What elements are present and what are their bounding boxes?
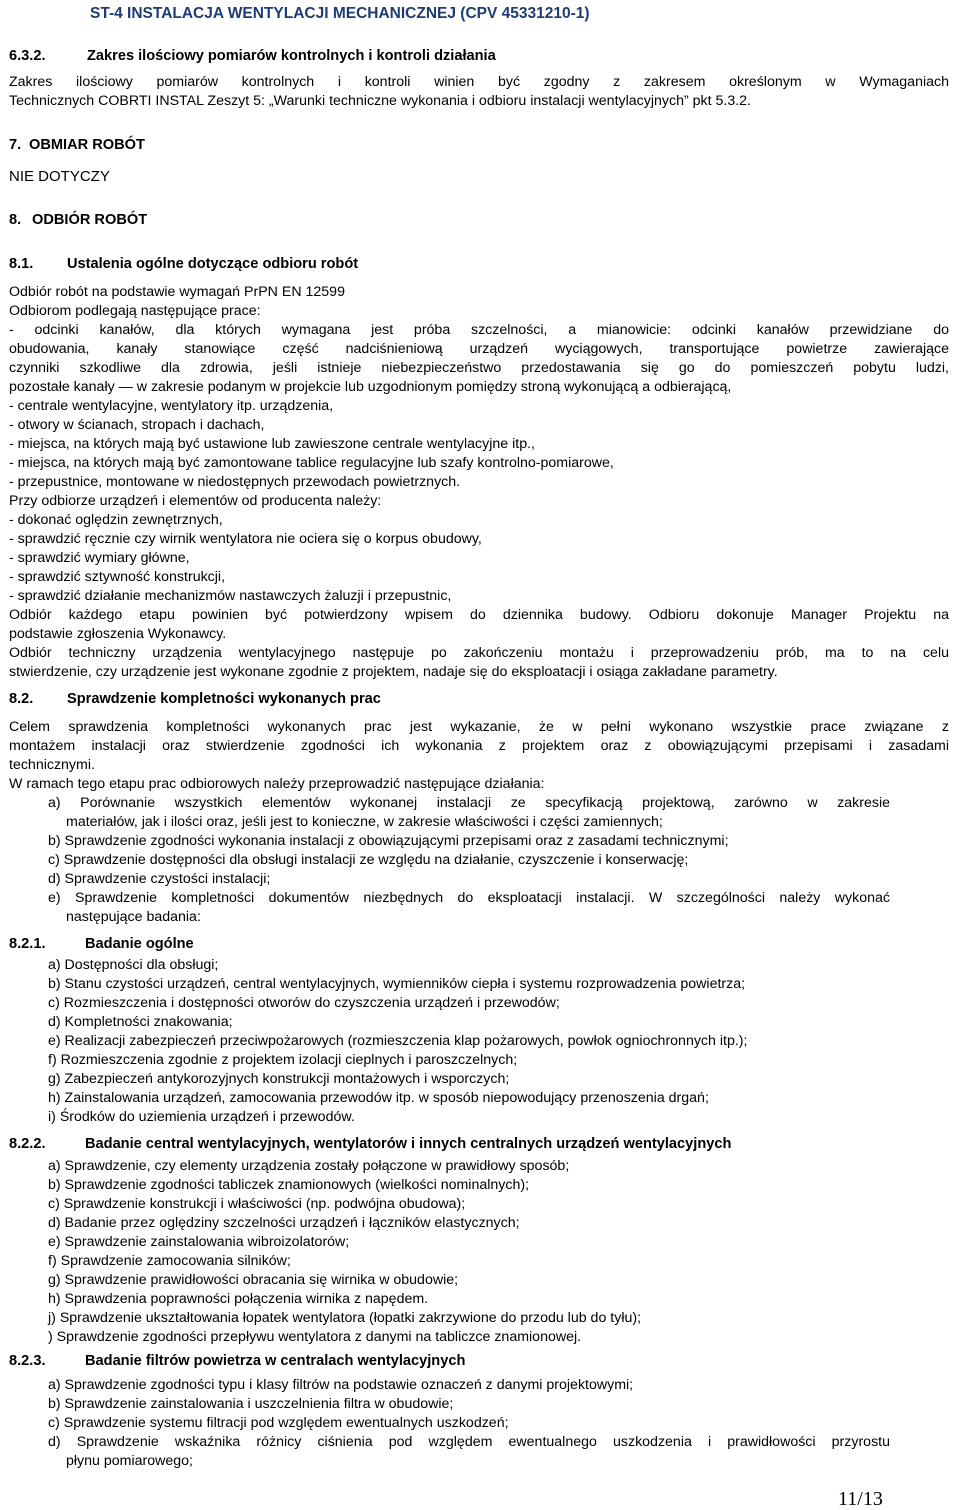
page-number: 11/13	[838, 1488, 883, 1510]
section-number: 6.3.2.	[9, 48, 46, 64]
list-item: - otwory w ścianach, stropach i dachach,	[9, 417, 265, 433]
list-item: - miejsca, na których mają być ustawione lub zawieszone centrale wentylacyjne itp.,	[9, 436, 535, 452]
list-item: c) Rozmieszczenia i dostępności otworów do czyszczenia urządzeń i przewodów;	[48, 995, 560, 1011]
list-item-continuation: następujące badania:	[66, 909, 201, 925]
list-item: j) Sprawdzenie ukształtowania łopatek wentylatora (łopatki zakrzywione do przodu lub do tyłu);	[48, 1310, 642, 1326]
section-number: 7.	[9, 137, 22, 153]
list-item: g) Zabezpieczeń antykorozyjnych konstrukcji montażowych i wsporczych;	[48, 1071, 510, 1087]
list-item: d) Sprawdzenie czystości instalacji;	[48, 871, 271, 887]
list-item: e) Realizacji zabezpieczeń przeciwpożarowych (rozmieszczenia klap pożarowych, powłok ogniochronnych itp.);	[48, 1033, 748, 1049]
list-item: h) Sprawdzenia poprawności połączenia wirnika z napędem.	[48, 1291, 429, 1307]
section-number: 8.1.	[9, 256, 34, 272]
section-title: Zakres ilościowy pomiarów kontrolnych i kontroli działania	[87, 48, 496, 64]
section-heading-8-2	[9, 690, 381, 709]
list-item: e) Sprawdzenie zainstalowania wibroizolatorów;	[48, 1234, 350, 1250]
paragraph-line: Odbiór każdego etapu powinien być potwierdzony wpisem do dziennika budowy. Odbioru dokonuje Manager Projektu na	[9, 607, 949, 623]
list-item: e) Sprawdzenie kompletności dokumentów niezbędnych do eksploatacji instalacji. W szczególności należy wykonać	[48, 890, 890, 906]
list-item: g) Sprawdzenie prawidłowości obracania się wirnika w obudowie;	[48, 1272, 459, 1288]
section-number: 8.	[9, 212, 22, 228]
list-item: c) Sprawdzenie dostępności dla obsługi instalacji ze względu na działanie, czyszczenie i konserwację;	[48, 852, 689, 868]
section-heading-8-2-1	[9, 935, 194, 954]
paragraph-line: montażem instalacji oraz stwierdzenie zgodności ich wykonania z projektem oraz z obowiązującymi przepisami i zasadami	[9, 738, 949, 754]
list-item-continuation: materiałów, jak i ilości oraz, jeśli jest to konieczne, w zakresie właściwości i części zamiennych;	[66, 814, 663, 830]
section-heading-8-2-2	[9, 1135, 731, 1154]
list-item: - sprawdzić sztywność konstrukcji,	[9, 569, 226, 585]
list-item: - dokonać oględzin zewnętrznych,	[9, 512, 223, 528]
paragraph-line: Zakres ilościowy pomiarów kontrolnych i kontroli winien być zgodny z zakresem określonym w Wymaganiach	[9, 74, 949, 90]
paragraph-line: czynniki szkodliwe dla zdrowia, jeśli istnieje niebezpieczeństwo przedostawania się go do pomieszczeń pobytu ludzi,	[9, 360, 949, 376]
list-item: ) Sprawdzenie zgodności przepływu wentylatora z danymi na tabliczce znamionowej.	[48, 1329, 582, 1345]
list-item: - sprawdzić ręcznie czy wirnik wentylatora nie ociera się o korpus obudowy,	[9, 531, 482, 547]
paragraph-line: - odcinki kanałów, dla których wymagana jest próba szczelności, a mianowicie: odcinki kanałów przewidziane do	[9, 322, 949, 338]
section-title: Ustalenia ogólne dotyczące odbioru robót	[67, 256, 359, 272]
paragraph-line: pozostałe kanały — w zakresie podanym w projekcie lub uzgodnionym pomiędzy stroną wykonującą a odbierającą,	[9, 379, 732, 395]
list-item: - miejsca, na których mają być zamontowane tablice regulacyjne lub szafy kontrolno-pomiarowe,	[9, 455, 614, 471]
list-item: d) Sprawdzenie wskaźnika różnicy ciśnienia pod względem ewentualnego uszkodzenia i prawidłowości przyrostu	[48, 1434, 890, 1450]
paragraph-line: W ramach tego etapu prac odbiorowych należy przeprowadzić następujące działania:	[9, 776, 545, 792]
section-heading-8-2-3	[9, 1352, 465, 1371]
section-heading-8-1	[9, 255, 358, 274]
paragraph-line: Odbiór techniczny urządzenia wentylacyjnego następuje po zakończeniu montażu i przeprowadzeniu prób, ma to na celu	[9, 645, 949, 661]
section-number: 8.2.1.	[9, 936, 46, 952]
section-heading-8	[9, 211, 147, 230]
paragraph-line: podstawie zgłoszenia Wykonawcy.	[9, 626, 227, 642]
section-title: ODBIÓR ROBÓT	[32, 212, 148, 228]
list-item: d) Kompletności znakowania;	[48, 1014, 233, 1030]
list-item: f) Sprawdzenie zamocowania silników;	[48, 1253, 291, 1269]
section-title: Badanie ogólne	[85, 936, 194, 952]
paragraph-line: Technicznych COBRTI INSTAL Zeszyt 5: „Warunki techniczne wykonania i odbioru instalacji wentylacyjnych” pkt 5.3.2.	[9, 93, 751, 109]
list-item: a) Porównanie wszystkich elementów wykonanej instalacji ze specyfikacją projektową, zarówno w zakresie	[48, 795, 890, 811]
paragraph-line: Odbiór robót na podstawie wymagań PrPN EN 12599	[9, 284, 345, 300]
list-item: - sprawdzić wymiary główne,	[9, 550, 190, 566]
list-item: a) Sprawdzenie zgodności typu i klasy filtrów na podstawie oznaczeń z danymi projektowymi;	[48, 1377, 634, 1393]
list-item: d) Badanie przez oględziny szczelności urządzeń i łączników elastycznych;	[48, 1215, 520, 1231]
header-title: ST-4 INSTALACJA WENTYLACJI MECHANICZNEJ (CPV 45331210-1)	[90, 5, 590, 22]
list-item: c) Sprawdzenie konstrukcji i właściwości (np. podwójna obudowa);	[48, 1196, 466, 1212]
section-heading-7	[9, 136, 145, 155]
list-item: b) Sprawdzenie zgodności tabliczek znamionowych (wielkości nominalnych);	[48, 1177, 530, 1193]
section-title: Badanie filtrów powietrza w centralach wentylacyjnych	[85, 1353, 466, 1369]
running-header	[0, 0, 960, 31]
section-number: 8.2.3.	[9, 1353, 46, 1369]
list-item: a) Dostępności dla obsługi;	[48, 957, 219, 973]
paragraph-line: technicznymi.	[9, 757, 95, 773]
section-title: Sprawdzenie kompletności wykonanych prac	[67, 691, 381, 707]
section-title: Badanie central wentylacyjnych, wentylatorów i innych centralnych urządzeń wentylacyjnych	[85, 1136, 732, 1152]
section-number: 8.2.	[9, 691, 34, 707]
section-title: OBMIAR ROBÓT	[29, 137, 145, 153]
list-item: i) Środków do uziemienia urządzeń i przewodów.	[48, 1109, 355, 1125]
list-item: b) Stanu czystości urządzeń, central wentylacyjnych, wymienników ciepła i systemu rozprowadzenia powietrza;	[48, 976, 746, 992]
section-number: 8.2.2.	[9, 1136, 46, 1152]
list-item: c) Sprawdzenie systemu filtracji pod względem ewentualnych uszkodzeń;	[48, 1415, 509, 1431]
list-item: b) Sprawdzenie zainstalowania i uszczelnienia filtra w obudowie;	[48, 1396, 454, 1412]
list-item: f) Rozmieszczenia zgodnie z projektem izolacji cieplnych i paroszczelnych;	[48, 1052, 518, 1068]
list-item: h) Zainstalowania urządzeń, zamocowania przewodów itp. w sposób niepowodujący przenoszenia drgań;	[48, 1090, 709, 1106]
list-item: a) Sprawdzenie, czy elementy urządzenia zostały połączone w prawidłowy sposób;	[48, 1158, 570, 1174]
not-applicable-text: NIE DOTYCZY	[9, 168, 110, 185]
list-item: b) Sprawdzenie zgodności wykonania instalacji z obowiązującymi przepisami oraz z zasadami technicznymi;	[48, 833, 729, 849]
paragraph-line: Przy odbiorze urządzeń i elementów od producenta należy:	[9, 493, 382, 509]
paragraph-line: Celem sprawdzenia kompletności wykonanych prac jest wykazanie, że w pełni wykonano wszystkie prace związane z	[9, 719, 949, 735]
list-item: - centrale wentylacyjne, wentylatory itp. urządzenia,	[9, 398, 334, 414]
section-heading-6-3-2	[9, 47, 496, 66]
list-item: - przepustnice, montowane w niedostępnych przewodach powietrznych.	[9, 474, 461, 490]
list-item: - sprawdzić działanie mechanizmów nastawczych żaluzji i przepustnic,	[9, 588, 452, 604]
paragraph-line: obudowania, kanały stanowiące część nadciśnieniową urządzeń wyciągowych, transportujące powietrze zawierające	[9, 341, 949, 357]
paragraph-line: stwierdzenie, czy urządzenie jest wykonane zgodnie z projektem, nadaje się do eksploatacji i osiąga zakładane parametry.	[9, 664, 778, 680]
paragraph-line: Odbiorom podlegają następujące prace:	[9, 303, 261, 319]
list-item-continuation: płynu pomiarowego;	[66, 1453, 193, 1469]
